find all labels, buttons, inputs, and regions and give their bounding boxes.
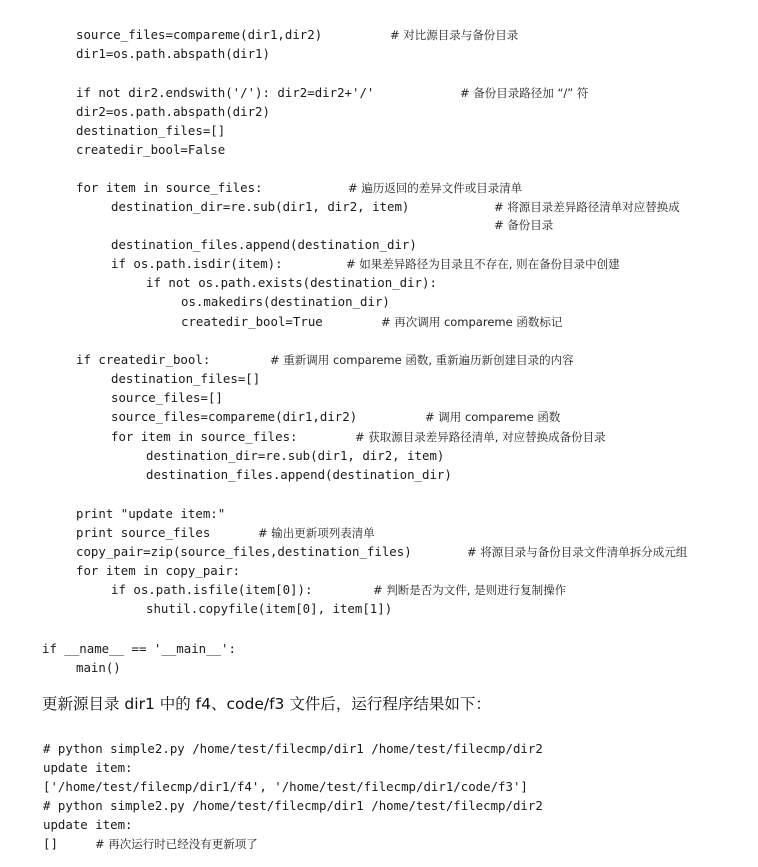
code-text: print "update item:" — [76, 506, 226, 521]
code-line — [146, 274, 437, 292]
code-text: destination_files.append(destination_dir) — [111, 237, 417, 252]
code-text: for item in source_files: — [111, 429, 298, 444]
code-text: if os.path.isdir(item): — [111, 256, 283, 271]
code-text: source_files=compareme(dir1,dir2) — [76, 27, 323, 42]
code-text: for item in copy_pair: — [76, 563, 241, 578]
output-text: ['/home/test/filecmp/dir1/f4', '/home/test/filecmp/dir1/code/f3'] — [43, 779, 528, 794]
code-line — [111, 408, 561, 426]
code-text: main() — [76, 660, 121, 675]
code-text: destination_files.append(destination_dir) — [146, 467, 452, 482]
code-text: dir2=os.path.abspath(dir2) — [76, 104, 270, 119]
code-text: if os.path.isfile(item[0]): — [111, 582, 313, 597]
code-comment: # 重新调用 compareme 函数, 重新遍历新创建目录的内容 — [270, 353, 574, 367]
output-text: # python simple2.py /home/test/filecmp/dir1 /home/test/filecmp/dir2 — [43, 798, 543, 813]
code-comment: # 将源目录差异路径清单对应替换成 — [494, 200, 680, 214]
code-text: destination_files=[] — [111, 371, 261, 386]
code-line — [111, 198, 680, 216]
code-text: shutil.copyfile(item[0], item[1]) — [146, 601, 393, 616]
code-line — [76, 26, 519, 44]
code-text: destination_files=[] — [76, 123, 226, 138]
code-comment: # 如果差异路径为目录且不存在, 则在备份目录中创建 — [346, 257, 620, 271]
code-line — [76, 351, 574, 369]
code-comment: # 备份目录路径加 “/” 符 — [460, 86, 589, 100]
output-line — [43, 797, 543, 815]
code-line — [76, 562, 240, 580]
code-text: createdir_bool=True — [181, 314, 323, 329]
code-line — [42, 640, 236, 658]
code-line — [181, 313, 563, 331]
code-line — [111, 255, 620, 273]
output-comment: # 再次运行时已经没有更新项了 — [95, 837, 258, 851]
code-text: if __name__ == '__main__': — [42, 641, 236, 656]
code-line — [76, 45, 270, 63]
code-line — [76, 524, 375, 542]
output-line — [43, 759, 133, 777]
code-line — [111, 428, 606, 446]
output-text: [] — [43, 836, 58, 851]
code-comment: # 调用 compareme 函数 — [425, 410, 561, 424]
output-line — [43, 778, 528, 796]
code-comment: # 备份目录 — [494, 218, 554, 232]
code-line — [111, 389, 223, 407]
code-text: source_files=compareme(dir1,dir2) — [111, 409, 358, 424]
code-comment: # 对比源目录与备份目录 — [390, 28, 519, 42]
code-text: dir1=os.path.abspath(dir1) — [76, 46, 270, 61]
output-line — [43, 835, 258, 853]
code-line — [76, 141, 225, 159]
code-line — [146, 466, 452, 484]
code-text: print source_files — [76, 525, 211, 540]
code-line — [111, 581, 567, 599]
code-line — [181, 293, 390, 311]
code-text: createdir_bool=False — [76, 142, 226, 157]
code-comment: # 再次调用 compareme 函数标记 — [381, 315, 563, 329]
output-text: update item: — [43, 817, 133, 832]
output-text: update item: — [43, 760, 133, 775]
code-line — [111, 370, 260, 388]
code-line — [76, 84, 589, 102]
output-line — [43, 816, 133, 834]
code-text: for item in source_files: — [76, 180, 263, 195]
code-line — [76, 505, 225, 523]
result-heading: 更新源目录 dir1 中的 f4、code/f3 文件后，运行程序结果如下： — [42, 695, 491, 713]
code-comment: # 遍历返回的差异文件或目录清单 — [348, 181, 523, 195]
code-text: if not dir2.endswith('/'): dir2=dir2+'/' — [76, 85, 375, 100]
code-comment: # 将源目录与备份目录文件清单拆分成元组 — [467, 545, 688, 559]
code-comment: # 判断是否为文件, 是则进行复制操作 — [373, 583, 567, 597]
code-text: if not os.path.exists(destination_dir): — [146, 275, 437, 290]
code-line — [76, 543, 688, 561]
code-text: os.makedirs(destination_dir) — [181, 294, 390, 309]
code-text: destination_dir=re.sub(dir1, dir2, item) — [111, 199, 410, 214]
output-text: # python simple2.py /home/test/filecmp/dir1 /home/test/filecmp/dir2 — [43, 741, 543, 756]
code-line — [76, 103, 270, 121]
code-line — [76, 659, 121, 677]
code-line — [146, 600, 392, 618]
code-text: copy_pair=zip(source_files,destination_files) — [76, 544, 412, 559]
code-text: source_files=[] — [111, 390, 223, 405]
code-line — [76, 122, 225, 140]
output-line — [43, 740, 543, 758]
code-line — [111, 236, 417, 254]
code-text: if createdir_bool: — [76, 352, 211, 367]
code-text: destination_dir=re.sub(dir1, dir2, item) — [146, 448, 445, 463]
code-comment: # 获取源目录差异路径清单, 对应替换成备份目录 — [355, 430, 606, 444]
code-line — [76, 179, 523, 197]
code-comment: # 输出更新项列表清单 — [258, 526, 375, 540]
code-line — [146, 447, 444, 465]
